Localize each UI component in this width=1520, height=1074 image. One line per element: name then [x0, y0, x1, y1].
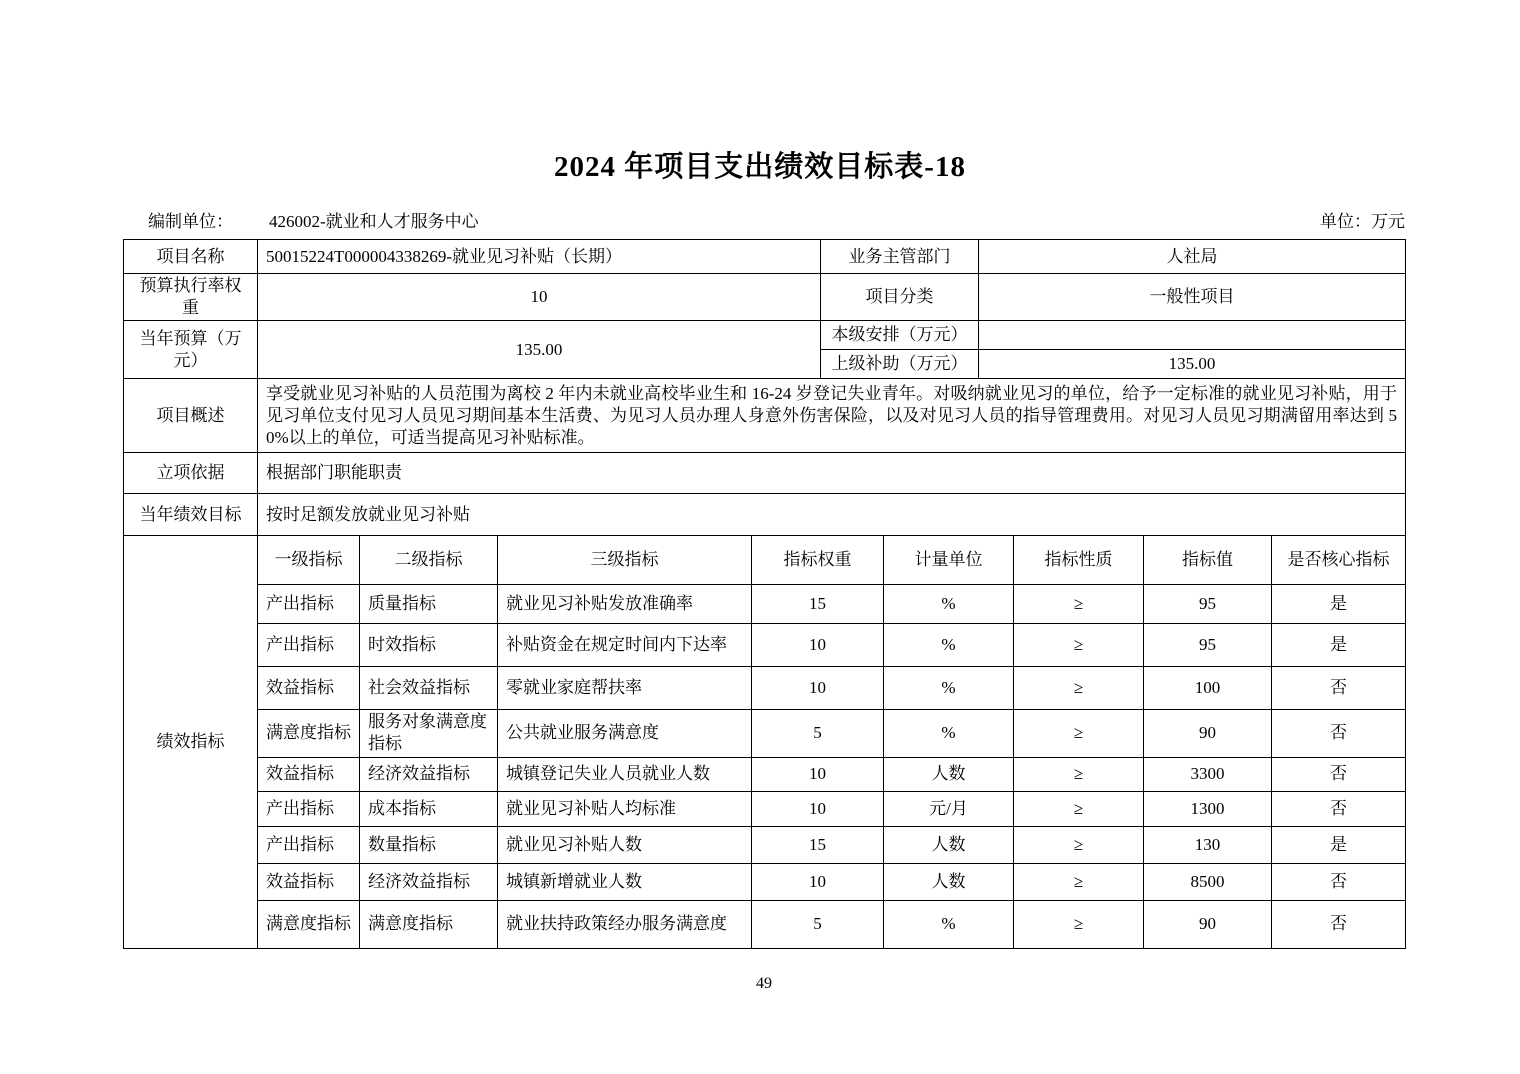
col-header-nature: 指标性质: [1014, 536, 1144, 585]
indicator-cell: ≥: [1014, 826, 1144, 863]
indicator-cell: 补贴资金在规定时间内下达率: [498, 624, 752, 667]
indicator-row: [124, 585, 1406, 624]
indicator-row: [124, 757, 1406, 791]
indicator-cell: 满意度指标: [360, 900, 498, 948]
project-name-value: 50015224T000004338269-就业见习补贴（长期）: [258, 240, 821, 274]
indicator-cell: 就业见习补贴发放准确率: [498, 585, 752, 624]
basis-value: 根据部门职能职责: [258, 453, 1406, 494]
col-header-level2: 二级指标: [360, 536, 498, 585]
indicator-row: [124, 667, 1406, 710]
indicator-cell: 时效指标: [360, 624, 498, 667]
indicator-cell: 否: [1272, 710, 1406, 757]
indicator-cell: 1300: [1144, 791, 1272, 826]
indicator-cell: 95: [1144, 585, 1272, 624]
indicator-cell: 10: [752, 863, 884, 900]
indicator-cell: %: [884, 585, 1014, 624]
indicator-cell: 城镇新增就业人数: [498, 863, 752, 900]
indicator-cell: 公共就业服务满意度: [498, 710, 752, 757]
indicator-cell: %: [884, 624, 1014, 667]
indicator-cell: 效益指标: [258, 863, 360, 900]
indicator-cell: 90: [1144, 710, 1272, 757]
project-name-label: 项目名称: [124, 240, 258, 274]
indicator-cell: 服务对象满意度指标: [360, 710, 498, 757]
indicator-cell: ≥: [1014, 624, 1144, 667]
indicator-cell: 元/月: [884, 791, 1014, 826]
col-header-core: 是否核心指标: [1272, 536, 1406, 585]
indicators-table: [123, 535, 1406, 948]
indicator-cell: 10: [752, 791, 884, 826]
indicator-cell: 满意度指标: [258, 710, 360, 757]
indicator-cell: ≥: [1014, 863, 1144, 900]
indicator-cell: 就业见习补贴人均标准: [498, 791, 752, 826]
indicator-cell: 人数: [884, 863, 1014, 900]
indicator-cell: 15: [752, 585, 884, 624]
indicator-cell: 5: [752, 710, 884, 757]
indicator-cell: 95: [1144, 624, 1272, 667]
project-info-table: [123, 239, 1406, 536]
dept-label: 业务主管部门: [821, 240, 979, 274]
overview-label: 项目概述: [124, 379, 258, 453]
local-arrange-value: [979, 321, 1406, 350]
indicator-row: [124, 826, 1406, 863]
indicator-cell: 10: [752, 667, 884, 710]
col-header-unit: 计量单位: [884, 536, 1014, 585]
indicator-cell: 城镇登记失业人员就业人数: [498, 757, 752, 791]
goal-value: 按时足额发放就业见习补贴: [258, 494, 1406, 536]
indicator-cell: 100: [1144, 667, 1272, 710]
indicator-cell: ≥: [1014, 757, 1144, 791]
basis-label: 立项依据: [124, 453, 258, 494]
col-header-value: 指标值: [1144, 536, 1272, 585]
indicator-cell: 就业见习补贴人数: [498, 826, 752, 863]
year-budget-value: 135.00: [258, 321, 821, 379]
page-title: 2024 年项目支出绩效目标表-18: [554, 151, 966, 183]
indicator-cell: 质量指标: [360, 585, 498, 624]
indicator-cell: %: [884, 900, 1014, 948]
indicator-cell: 10: [752, 757, 884, 791]
indicator-cell: 130: [1144, 826, 1272, 863]
prepared-by-label: 编制单位：: [148, 211, 233, 231]
budget-weight-label: 预算执行率权重: [124, 274, 258, 321]
indicator-cell: 产出指标: [258, 585, 360, 624]
indicator-cell: 8500: [1144, 863, 1272, 900]
indicator-row: [124, 900, 1406, 948]
col-header-level3: 三级指标: [498, 536, 752, 585]
unit-note: 单位：万元: [1320, 211, 1405, 231]
indicator-cell: 是: [1272, 624, 1406, 667]
indicator-cell: ≥: [1014, 667, 1144, 710]
indicator-cell: 就业扶持政策经办服务满意度: [498, 900, 752, 948]
goal-label: 当年绩效目标: [124, 494, 258, 536]
indicator-cell: 人数: [884, 826, 1014, 863]
page-number: 49: [756, 974, 772, 992]
indicator-cell: ≥: [1014, 791, 1144, 826]
indicator-cell: 否: [1272, 667, 1406, 710]
indicator-cell: 零就业家庭帮扶率: [498, 667, 752, 710]
indicator-cell: 经济效益指标: [360, 863, 498, 900]
indicator-cell: 效益指标: [258, 757, 360, 791]
indicator-cell: 否: [1272, 791, 1406, 826]
prepared-by: [123, 212, 479, 232]
indicator-cell: %: [884, 710, 1014, 757]
indicator-row: [124, 791, 1406, 826]
upper-subsidy-value: 135.00: [979, 350, 1406, 379]
meta-row: [123, 212, 1405, 232]
indicator-row: [124, 863, 1406, 900]
indicator-cell: 成本指标: [360, 791, 498, 826]
indicator-cell: ≥: [1014, 900, 1144, 948]
indicator-cell: 满意度指标: [258, 900, 360, 948]
indicator-cell: 经济效益指标: [360, 757, 498, 791]
indicator-cell: 是: [1272, 585, 1406, 624]
col-header-weight: 指标权重: [752, 536, 884, 585]
dept-value: 人社局: [979, 240, 1406, 274]
indicator-cell: 人数: [884, 757, 1014, 791]
indicator-cell: 是: [1272, 826, 1406, 863]
indicators-section-label: 绩效指标: [124, 536, 258, 948]
indicator-cell: 数量指标: [360, 826, 498, 863]
category-value: 一般性项目: [979, 274, 1406, 321]
upper-subsidy-label: 上级补助（万元）: [821, 350, 979, 379]
indicator-cell: 产出指标: [258, 826, 360, 863]
indicator-cell: ≥: [1014, 585, 1144, 624]
indicator-row: [124, 624, 1406, 667]
indicator-cell: ≥: [1014, 710, 1144, 757]
indicator-cell: 效益指标: [258, 667, 360, 710]
indicator-cell: 否: [1272, 900, 1406, 948]
indicator-row: [124, 710, 1406, 757]
indicator-cell: 否: [1272, 863, 1406, 900]
indicator-cell: 社会效益指标: [360, 667, 498, 710]
indicator-cell: 3300: [1144, 757, 1272, 791]
indicator-cell: %: [884, 667, 1014, 710]
overview-value: 享受就业见习补贴的人员范围为离校 2 年内未就业高校毕业生和 16-24 岁登记失业青年。对吸纳就业见习的单位，给予一定标准的就业见习补贴，用于见习单位支付见习人员见习期间基本生活费、为见习人员办理人身意外伤害保险，以及对见习人员的指导管理费用。对见习人员见习期满留用率达到 50%以上的单位，可适当提高见习补贴标准。: [258, 379, 1406, 453]
col-header-level1: 一级指标: [258, 536, 360, 585]
indicator-cell: 否: [1272, 757, 1406, 791]
indicator-cell: 产出指标: [258, 791, 360, 826]
year-budget-label: 当年预算（万元）: [124, 321, 258, 379]
budget-weight-value: 10: [258, 274, 821, 321]
category-label: 项目分类: [821, 274, 979, 321]
indicator-cell: 5: [752, 900, 884, 948]
prepared-by-value: 426002-就业和人才服务中心: [269, 211, 479, 231]
local-arrange-label: 本级安排（万元）: [821, 321, 979, 350]
indicator-cell: 15: [752, 826, 884, 863]
indicator-cell: 90: [1144, 900, 1272, 948]
indicator-cell: 10: [752, 624, 884, 667]
indicator-cell: 产出指标: [258, 624, 360, 667]
